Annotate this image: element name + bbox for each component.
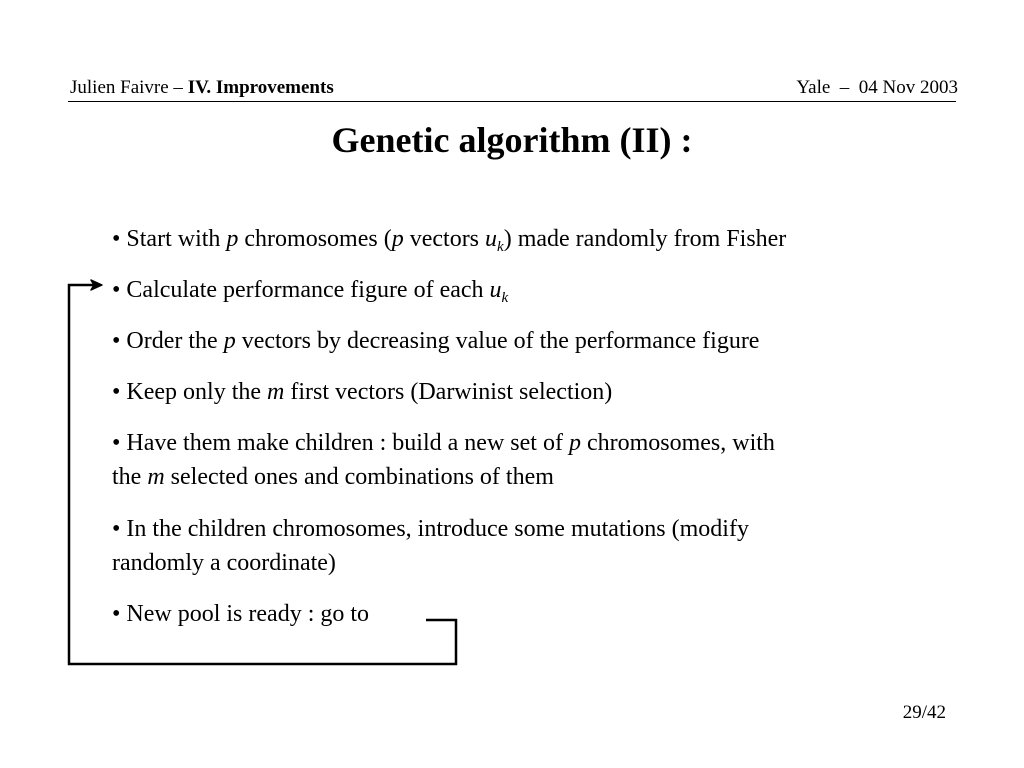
var-p: p — [223, 328, 236, 354]
bullet-marker: • — [112, 379, 127, 405]
text: Keep only the — [126, 379, 268, 405]
text: the — [112, 464, 148, 490]
text: New pool is ready : go to — [126, 601, 370, 627]
text: ) made randomly from Fisher — [503, 226, 787, 252]
bullet-line: randomly a coordinate) — [112, 550, 336, 576]
subscript-k: k — [501, 290, 509, 306]
text: vectors by decreasing value of the performance figure — [235, 328, 760, 354]
var-u: u — [485, 226, 498, 252]
bullet-marker: • — [112, 226, 127, 252]
header-venue-date: Yale – 04 Nov 2003 — [796, 77, 958, 98]
text: chromosomes, with — [580, 430, 775, 456]
bullet-marker: • — [112, 430, 127, 456]
bullet-marker: • — [112, 516, 127, 542]
slide-title: Genetic algorithm (II) : — [331, 120, 693, 160]
text: In the children chromosomes, introduce some mutations (modify — [126, 516, 749, 542]
text: Order the — [126, 328, 224, 354]
text: vectors — [403, 226, 486, 252]
text: chromosomes ( — [238, 226, 392, 252]
text: selected ones and combinations of them — [164, 464, 554, 490]
var-m: m — [147, 464, 165, 490]
text: Have them make children : build a new set of — [126, 430, 569, 456]
bullet-marker: • — [112, 601, 127, 627]
var-p: p — [226, 226, 239, 252]
bullet-marker: • — [112, 277, 127, 303]
header-section: IV. Improvements — [187, 77, 334, 98]
loop-line — [69, 285, 456, 664]
var-u: u — [489, 277, 502, 303]
text: first vectors (Darwinist selection) — [284, 379, 613, 405]
header-author: Julien Faivre – — [70, 77, 188, 98]
bullet-marker: • — [112, 328, 127, 354]
subscript-k: k — [497, 239, 504, 255]
text: Start with — [126, 226, 227, 252]
var-m: m — [267, 379, 285, 405]
page-number: 29/42 — [902, 702, 946, 723]
var-p: p — [568, 430, 581, 456]
text: Calculate performance figure of each — [126, 277, 490, 303]
var-p: p — [391, 226, 404, 252]
